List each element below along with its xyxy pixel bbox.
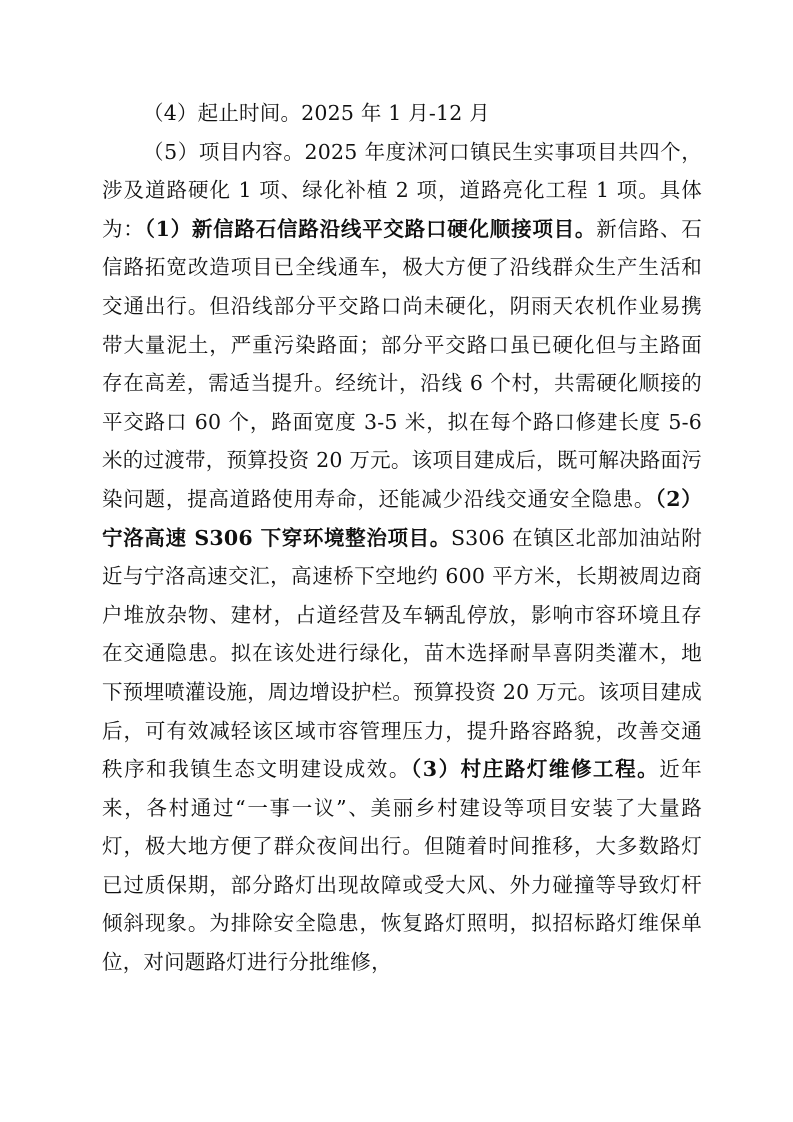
project-3-title: （3）村庄路灯维修工程。 bbox=[410, 757, 660, 782]
project-1-body: 新信路、石信路拓宽改造项目已全线通车，极大方便了沿线群众生产生活和交通出行。但沿线部分平交路口尚未硬化，阴雨天农机作业易携带大量泥土，严重污染路面；部分平交路口虽已硬化但与主路面存在高差，需适当提升。经统计，沿线 6 个村，共需硬化顺接的平交路口 60 个，路面宽度 3-5 米，拟在每个路口修建长度 5-6 米的过渡带，预算投资 20 万元。该项目建成后，既可解决路面污染问题，提高道路使用寿命，还能减少沿线交通安全隐患。 bbox=[102, 216, 702, 511]
project-1-title: （1）新信路石信路沿线平交路口硬化顺接项目。 bbox=[144, 216, 597, 241]
paragraph-time-range: （4）起止时间。2025 年 1 月-12 月 bbox=[143, 101, 490, 125]
project-2-body: S306 在镇区北部加油站附近与宁洛高速交汇，高速桥下空地约 600 平方米，长期被周边商户堆放杂物、建材，占道经营及车辆乱停放，影响市容环境且存在交通隐患。拟在该处进行绿化，苗木选择耐旱喜阴类灌木，地下预埋喷灌设施，周边增设护栏。预算投资 20 万元。该项目建成后，可有效减轻该区域市容管理压力，提升路容路貌，改善交通秩序和我镇生态文明建设成效。 bbox=[102, 525, 702, 782]
project-3-body: 近年来，各村通过“一事一议”、美丽乡村建设等项目安装了大量路灯，极大地方便了群众夜间出行。但随着时间推移，大多数路灯已过质保期，部分路灯出现故障或受大风、外力碰撞等导致灯杆倾斜现象。为排除安全隐患，恢复路灯照明，拟招标路灯维保单位，对问题路灯进行分批维修， bbox=[102, 757, 702, 975]
project-intro: （5）项目内容。2025 年度沭河口镇民生实事项目共四个，涉及道路硬化 1 项、绿化补植 2 项，道路亮化工程 1 项。具体为： bbox=[102, 139, 702, 241]
project-2-title: （2）宁洛高速 S306 下穿环境整治项目。 bbox=[102, 486, 702, 550]
document-body bbox=[102, 94, 702, 982]
paragraph-project-content bbox=[102, 133, 702, 982]
